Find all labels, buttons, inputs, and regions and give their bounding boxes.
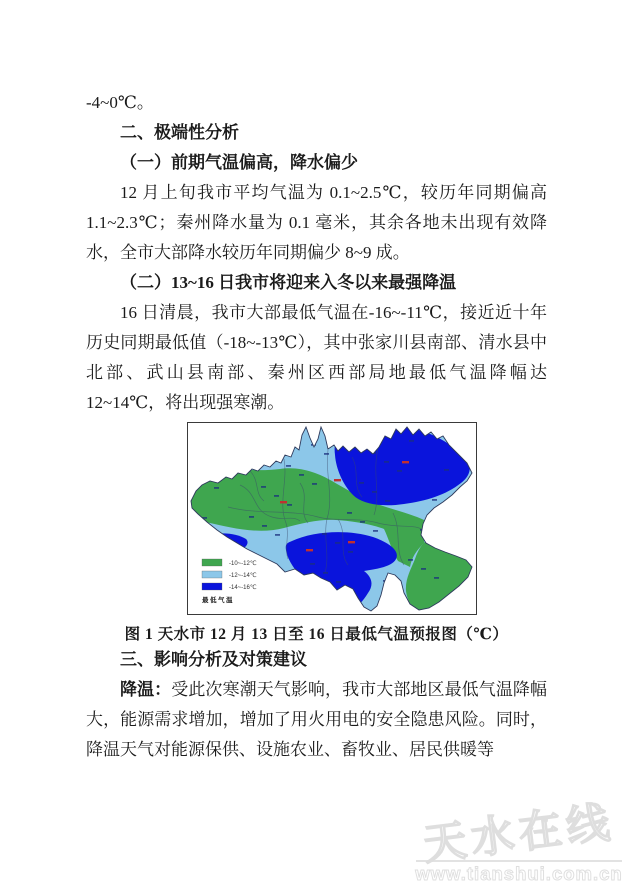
legend-swatch-lightblue [202, 571, 222, 578]
section-2-heading: 二、极端性分析 [120, 123, 239, 142]
section-3-heading: 三、影响分析及对策建议 [120, 650, 307, 669]
legend-swatch-darkblue [202, 583, 222, 590]
forecast-map-figure [187, 422, 477, 615]
section-2-2-paragraph: 16 日清晨，我市大部最低气温在-16~-11℃，接近近十年历史同期最低值（-18~-13℃），其中张家川县南部、清水县中北部、武山县南部、秦州区西部局地最低气温降幅达 12~14℃，将出现强寒潮。 [86, 303, 547, 412]
legend-swatch-green [202, 559, 222, 566]
legend-label-green: -10~-12℃ [229, 561, 257, 568]
document-body [86, 88, 547, 765]
figure-caption: 图 1 天水市 12 月 13 日至 16 日最低气温预报图（℃） [124, 626, 509, 643]
section-2-2-heading: （二）13~16 日我市将迎来入冬以来最强降温 [120, 273, 457, 292]
paragraph-rest: 受此次寒潮天气影响，我市大部地区最低气温降幅大，能源需求增加，增加了用火用电的安全隐患风险。同时，降温天气对能源保供、设施农业、畜牧业、居民供暖等 [86, 680, 547, 759]
carryover-line: -4~0℃。 [86, 93, 154, 112]
legend-label-lightblue: -12~-14℃ [229, 573, 257, 580]
min-temperature-forecast-map [187, 422, 477, 615]
section-2-1-paragraph: 12 月上旬我市平均气温为 0.1~2.5℃，较历年同期偏高 1.1~2.3℃；秦州降水量为 0.1 毫米，其余各地未出现有效降水，全市大部降水较历年同期偏少 8~9 成。 [86, 183, 547, 262]
section-3-paragraph [86, 675, 547, 765]
site-watermark [412, 798, 626, 885]
legend-title: 最低气温 [202, 597, 234, 604]
paragraph-lead: 降温： [120, 680, 172, 699]
map-legend [202, 559, 257, 604]
watermark-logo-text: 天水在线 [420, 798, 618, 870]
watermark-url: www.tianshui.com.cn [415, 863, 623, 884]
section-2-1-heading: （一）前期气温偏高，降水偏少 [120, 153, 358, 172]
legend-label-darkblue: -14~-16℃ [229, 585, 257, 592]
